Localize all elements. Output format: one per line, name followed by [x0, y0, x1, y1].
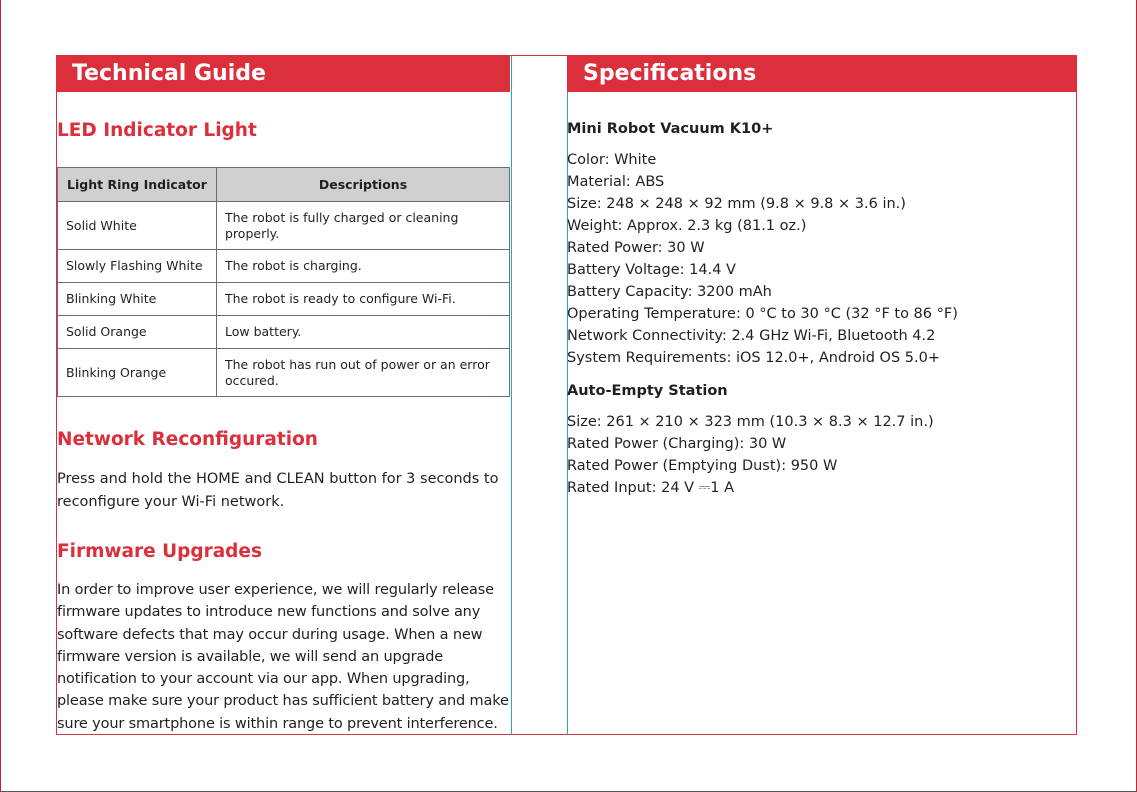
station-spec-list: [567, 411, 934, 499]
station-spec-title: Auto-Empty Station: [567, 383, 728, 399]
spec-item: System Requirements: iOS 12.0+, Android OS 5.0+: [567, 350, 940, 366]
description-cell: The robot is charging.: [217, 250, 510, 283]
network-reconfiguration-text: [57, 468, 517, 513]
table-header-indicator: Light Ring Indicator: [58, 168, 217, 202]
indicator-cell: Slowly Flashing White: [58, 250, 217, 283]
spec-item: Size: 261 × 210 × 323 mm (10.3 × 8.3 × 12.7 in.): [567, 414, 934, 430]
text-line: notification to your account via our app. When upgrading,: [57, 671, 470, 688]
technical-guide-banner: Technical Guide: [56, 55, 510, 92]
table-header-descriptions: Descriptions: [217, 168, 510, 202]
text-line: In order to improve user experience, we will regularly release: [57, 582, 494, 598]
spec-item: Rated Input: 24 V ⎓1 A: [567, 480, 735, 496]
text-line: firmware updates to introduce new functions and solve any: [57, 604, 481, 621]
description-cell: The robot is ready to configure Wi-Fi.: [217, 283, 510, 316]
specifications-banner: Specifications: [567, 55, 1077, 92]
table-row: [58, 283, 510, 316]
spec-item: Size: 248 × 248 × 92 mm (9.8 × 9.8 × 3.6 in.): [567, 196, 906, 212]
network-reconfiguration-title: Network Reconfiguration: [57, 429, 318, 450]
robot-spec-list: [567, 149, 958, 369]
table-row: [58, 202, 510, 250]
spec-item: Color: White: [567, 152, 657, 168]
spec-item: Battery Voltage: 14.4 V: [567, 262, 736, 278]
text-line: sure your smartphone is within range to prevent interference.: [57, 715, 498, 732]
spec-item: Weight: Approx. 2.3 kg (81.1 oz.): [567, 218, 807, 234]
text-line: reconfigure your Wi-Fi network.: [57, 493, 285, 510]
text-line: please make sure your product has sufficient battery and make: [57, 693, 509, 710]
text-line: software defects that may occur during usage. When a new: [57, 626, 483, 643]
indicator-cell: Blinking White: [58, 283, 217, 316]
spec-item: Material: ABS: [567, 174, 665, 190]
description-cell: The robot is fully charged or cleaning properly.: [217, 202, 510, 250]
text-line: firmware version is available, we will send an upgrade: [57, 648, 444, 665]
description-cell: The robot has run out of power or an error occured.: [217, 349, 510, 397]
indicator-cell: Blinking Orange: [58, 349, 217, 397]
led-indicator-title: LED Indicator Light: [57, 120, 257, 141]
table-row: [58, 316, 510, 349]
spec-item: Operating Temperature: 0 °C to 30 °C (32 °F to 86 °F): [567, 306, 958, 322]
indicator-cell: Solid White: [58, 202, 217, 250]
led-indicator-table: [57, 167, 510, 397]
table-row: [58, 349, 510, 397]
indicator-cell: Solid Orange: [58, 316, 217, 349]
text-line: Press and hold the HOME and CLEAN button for 3 seconds to: [57, 471, 499, 487]
firmware-upgrades-text: [57, 579, 517, 735]
spec-item: Rated Power (Charging): 30 W: [567, 436, 787, 452]
table-row: [58, 250, 510, 283]
description-cell: Low battery.: [217, 316, 510, 349]
robot-spec-title: Mini Robot Vacuum K10+: [567, 121, 774, 137]
spec-item: Network Connectivity: 2.4 GHz Wi-Fi, Bluetooth 4.2: [567, 328, 936, 344]
spec-item: Rated Power: 30 W: [567, 240, 705, 256]
table-header-row: [58, 168, 510, 202]
spec-item: Rated Power (Emptying Dust): 950 W: [567, 458, 838, 474]
spec-item: Battery Capacity: 3200 mAh: [567, 284, 772, 300]
firmware-upgrades-title: Firmware Upgrades: [57, 541, 262, 562]
